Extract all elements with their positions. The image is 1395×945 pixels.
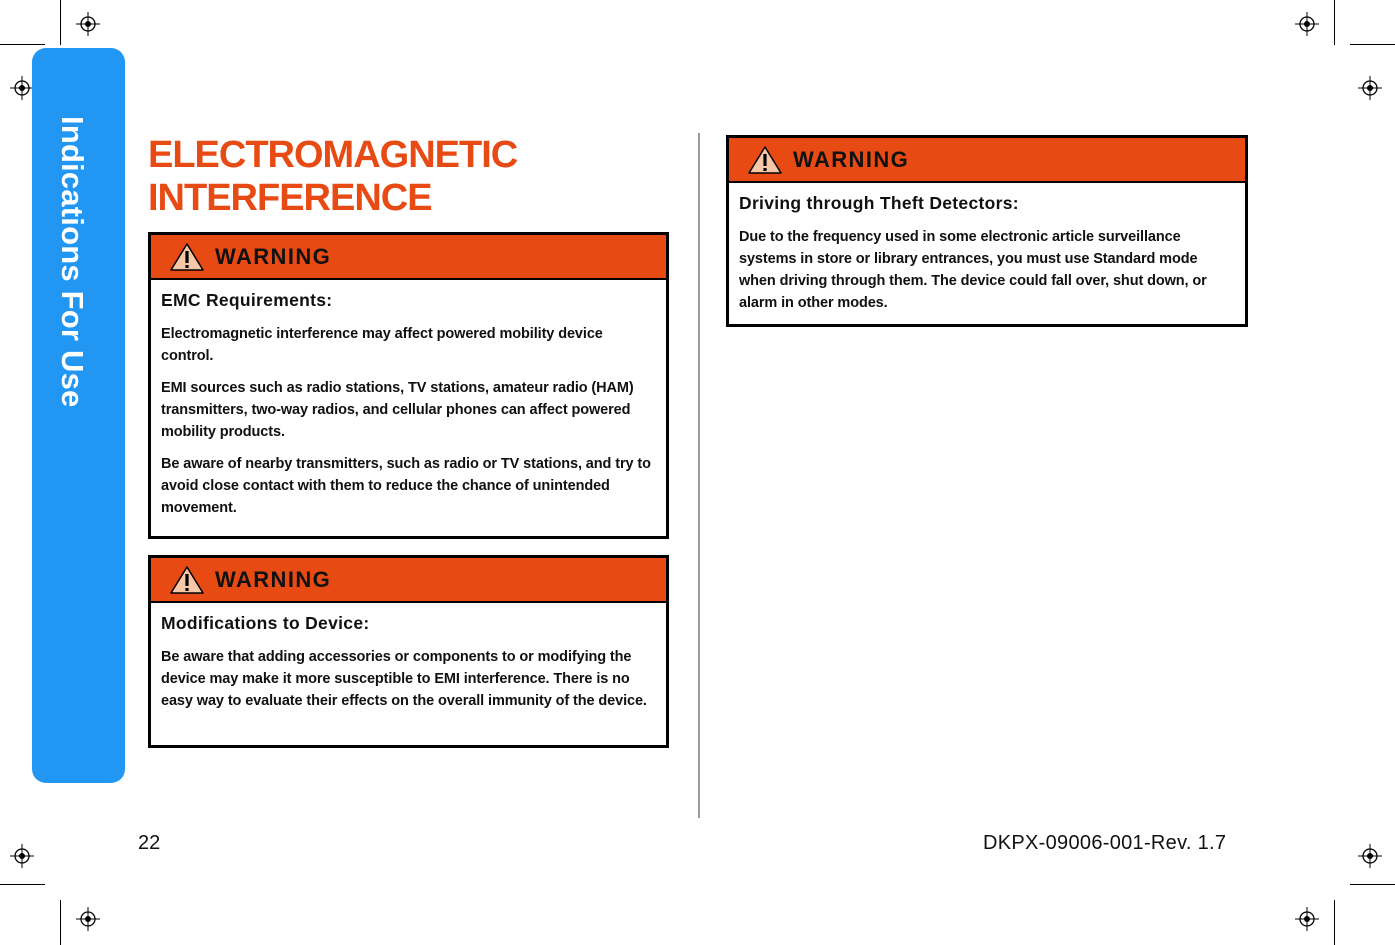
registration-mark-icon: [76, 907, 100, 931]
warning-paragraph: Due to the frequency used in some electronic article surveillance systems in store or library entrances, you must use Standard mode when driving through them. The device could fall over, shut down, or alarm in other modes.: [739, 229, 1207, 311]
warning-body: [729, 183, 1245, 322]
page-number: 22: [138, 832, 161, 854]
registration-mark-icon: [1295, 12, 1319, 36]
crop-mark: [0, 44, 45, 45]
page-title: [148, 134, 517, 220]
column-divider: [698, 133, 700, 818]
warning-box-theft-detectors: [726, 135, 1248, 327]
registration-mark-icon: [10, 844, 34, 868]
registration-mark-icon: [1295, 907, 1319, 931]
warning-box-emc: [148, 232, 669, 539]
warning-triangle-icon: [169, 242, 205, 272]
warning-body: [151, 280, 666, 527]
warning-subtitle: Modifications to Device:: [161, 613, 370, 633]
warning-header: [729, 138, 1245, 183]
warning-header: [151, 558, 666, 603]
crop-mark: [0, 884, 45, 885]
warning-label: WARNING: [215, 566, 332, 592]
warning-paragraph: Be aware of nearby transmitters, such as radio or TV stations, and try to avoid close contact with them to reduce the chance of unintended movement.: [161, 456, 651, 516]
warning-subtitle: Driving through Theft Detectors:: [739, 193, 1019, 213]
warning-triangle-icon: [747, 145, 783, 175]
crop-mark: [1334, 900, 1335, 945]
warning-subtitle: EMC Requirements:: [161, 290, 333, 310]
warning-label: WARNING: [793, 146, 910, 172]
page-title-line-1: ELECTROMAGNETIC: [148, 134, 518, 176]
crop-mark: [60, 0, 61, 45]
registration-mark-icon: [1358, 76, 1382, 100]
crop-mark: [60, 900, 61, 945]
warning-triangle-icon: [169, 565, 205, 595]
warning-header: [151, 235, 666, 280]
page-title-line-2: INTERFERENCE: [148, 177, 432, 219]
registration-mark-icon: [1358, 844, 1382, 868]
side-tab-label: Indications For Use: [55, 116, 90, 408]
registration-mark-icon: [76, 12, 100, 36]
document-id: DKPX-09006-001-Rev. 1.7: [983, 832, 1227, 854]
warning-label: WARNING: [215, 243, 332, 269]
registration-mark-icon: [10, 76, 34, 100]
warning-box-modifications: [148, 555, 669, 748]
warning-paragraph: EMI sources such as radio stations, TV stations, amateur radio (HAM) transmitters, two-way radios, and cellular phones can affect powered mobility products.: [161, 380, 634, 440]
crop-mark: [1350, 44, 1395, 45]
warning-body: [151, 603, 666, 720]
crop-mark: [1350, 884, 1395, 885]
warning-paragraph: Electromagnetic interference may affect powered mobility device control.: [161, 326, 603, 364]
warning-paragraph: Be aware that adding accessories or components to or modifying the device may make it more susceptible to EMI interference. There is no easy way to evaluate their effects on the overall immunity of the device.: [161, 649, 647, 709]
crop-mark: [1334, 0, 1335, 45]
